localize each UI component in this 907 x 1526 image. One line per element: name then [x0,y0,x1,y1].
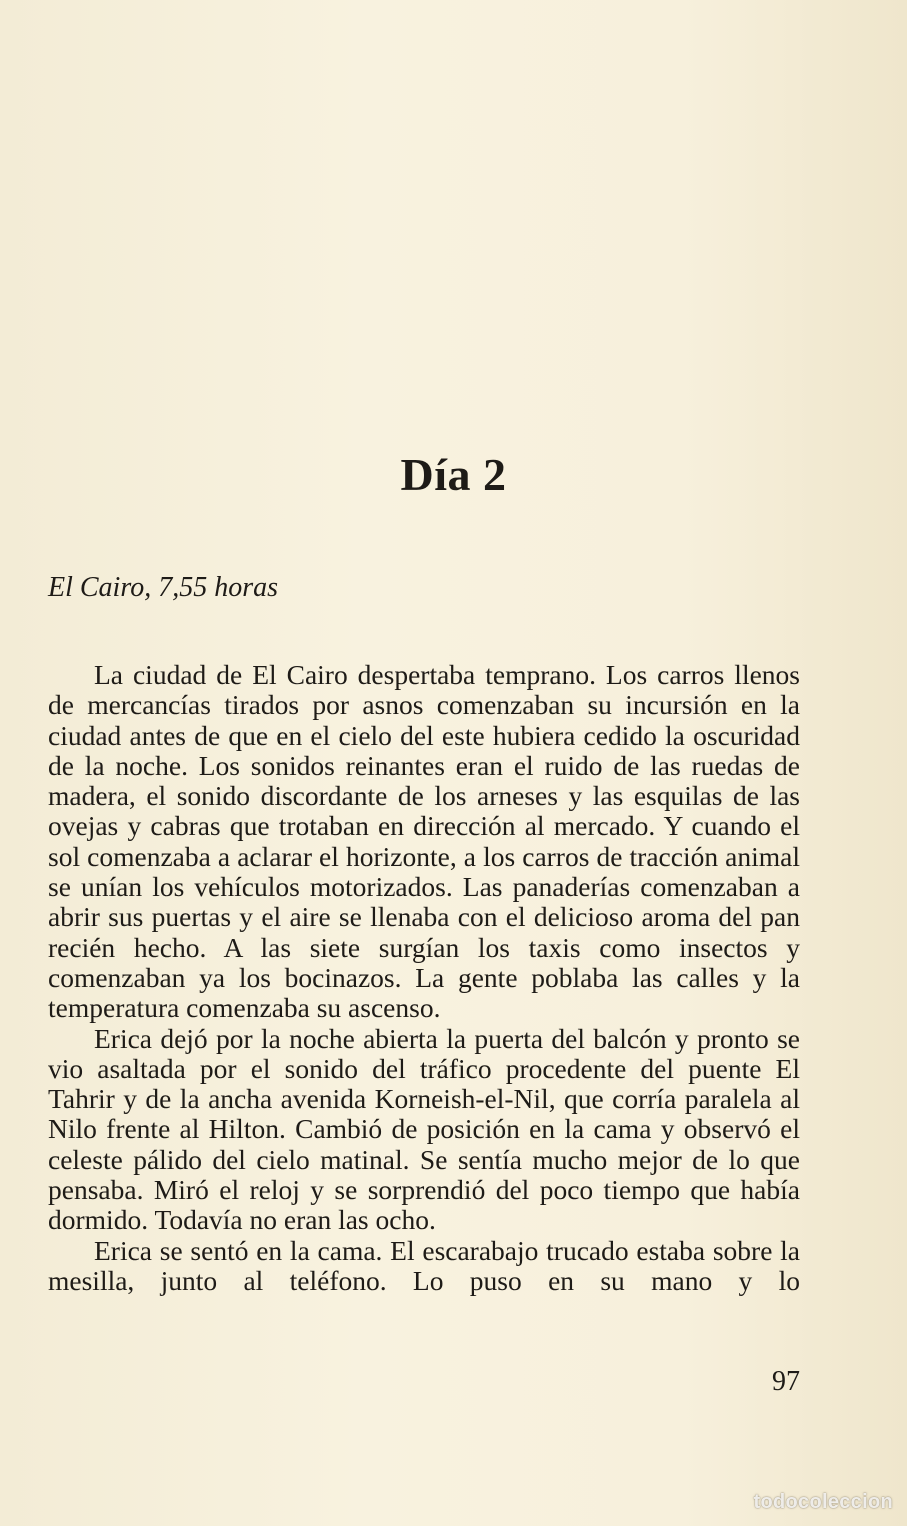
paragraph: Erica se sentó en la cama. El escarabajo trucado estaba sobre la mesilla, junto al teléfono. Lo puso en su mano y lo [48,1234,800,1296]
watermark-logo: todocoleccion [753,1491,893,1513]
chapter-dateline: El Cairo, 7,55 horas [48,572,278,603]
body-text [48,660,800,1296]
page-number: 97 [772,1366,800,1397]
chapter-title: Día 2 [400,449,507,500]
paragraph: Erica dejó por la noche abierta la puerta del balcón y pronto se vio asaltada por el sonido del tráfico procedente del puente El Tahrir y de la ancha avenida Korneish-el-Nil, que corría paralela al Nilo frente al Hilton. Cambió de posición en la cama y observó el celeste pálido del cielo matinal. Se sentía mucho mejor de lo que pensaba. Miró el reloj y se sorprendió del poco tiempo que había dormido. Todavía no eran las ocho. [48,1022,800,1236]
paragraph: La ciudad de El Cairo despertaba temprano. Los carros llenos de mercancías tirados por asnos comenzaban su incursión en la ciudad antes de que en el cielo del este hubiera cedido la oscuridad de la noche. Los sonidos reinantes eran el ruido de las ruedas de madera, el sonido discordante de los arneses y las esquilas de las ovejas y cabras que trotaban en dirección al mercado. Y cuando el sol comenzaba a aclarar el horizonte, a los carros de tracción animal se unían los vehículos motorizados. Las panaderías comenzaban a abrir sus puertas y el aire se llenaba con el delicioso aroma del pan recién hecho. A las siete surgían los taxis como insectos y comenzaban ya los bocinazos. La gente poblaba las calles y la temperatura comenzaba su ascenso. [48,659,800,1024]
